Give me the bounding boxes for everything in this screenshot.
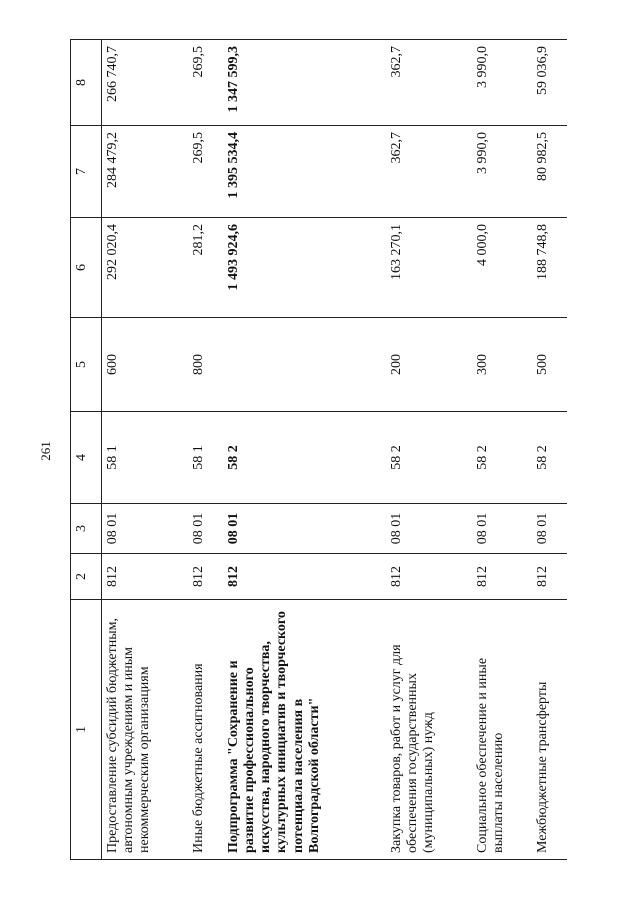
row-code-cell: 812 [532, 554, 567, 600]
row-amount-cell-6: 1 493 924,6 [223, 218, 385, 318]
row-section-cell: 08 01 [386, 504, 472, 554]
header-col-3: 3 [71, 504, 102, 554]
row-amount-cell-7: 284 479,2 [102, 126, 189, 218]
header-col-1: 1 [71, 600, 102, 860]
header-col-8: 8 [71, 40, 102, 126]
row-type-cell [223, 318, 385, 412]
table-header-row [71, 40, 102, 860]
row-target-cell: 58 1 [102, 412, 189, 504]
row-type-cell: 800 [188, 318, 223, 412]
row-section-cell: 08 01 [102, 504, 189, 554]
header-col-7: 7 [71, 126, 102, 218]
page-number: 261 [38, 441, 53, 461]
row-amount-cell-6: 188 748,8 [532, 218, 567, 318]
table-row [386, 40, 472, 860]
row-amount-cell-6: 4 000,0 [472, 218, 532, 318]
row-code-cell: 812 [188, 554, 223, 600]
row-code-cell: 812 [223, 554, 385, 600]
row-amount-cell-7: 80 982,5 [532, 126, 567, 218]
row-target-cell: 58 1 [188, 412, 223, 504]
row-type-cell: 500 [532, 318, 567, 412]
table-row [532, 40, 567, 860]
table-body [102, 40, 568, 860]
row-type-cell: 200 [386, 318, 472, 412]
row-amount-cell-8: 362,7 [386, 40, 472, 126]
row-name-cell: Предоставление субсидий бюджетным, автономным учреждениям и иным некоммерческим организациям [102, 600, 189, 860]
row-amount-cell-7: 3 990,0 [472, 126, 532, 218]
row-amount-cell-6: 281,2 [188, 218, 223, 318]
header-col-4: 4 [71, 412, 102, 504]
row-amount-cell-8: 3 990,0 [472, 40, 532, 126]
header-col-6: 6 [71, 218, 102, 318]
header-col-5: 5 [71, 318, 102, 412]
row-section-cell: 08 01 [223, 504, 385, 554]
row-target-cell: 58 2 [386, 412, 472, 504]
rotated-page-content [70, 40, 567, 860]
row-name-cell: Закупка товаров, работ и услуг для обеспечения государственных (муниципальных) нужд [386, 600, 472, 860]
row-amount-cell-7: 1 395 534,4 [223, 126, 385, 218]
row-amount-cell-6: 292 020,4 [102, 218, 189, 318]
row-name-cell: Межбюджетные трансферты [532, 600, 567, 860]
table-row [472, 40, 532, 860]
table-row [188, 40, 223, 860]
row-amount-cell-6: 163 270,1 [386, 218, 472, 318]
row-section-cell: 08 01 [532, 504, 567, 554]
row-name-cell: Иные бюджетные ассигнования [188, 600, 223, 860]
row-code-cell: 812 [102, 554, 189, 600]
table-row [223, 40, 385, 860]
row-code-cell: 812 [386, 554, 472, 600]
header-col-2: 2 [71, 554, 102, 600]
row-target-cell: 58 2 [472, 412, 532, 504]
row-amount-cell-7: 362,7 [386, 126, 472, 218]
row-amount-cell-8: 269,5 [188, 40, 223, 126]
row-target-cell: 58 2 [223, 412, 385, 504]
row-target-cell: 58 2 [532, 412, 567, 504]
row-section-cell: 08 01 [472, 504, 532, 554]
row-code-cell: 812 [472, 554, 532, 600]
row-type-cell: 600 [102, 318, 189, 412]
row-amount-cell-8: 1 347 599,3 [223, 40, 385, 126]
budget-table [70, 39, 567, 860]
row-amount-cell-8: 59 036,9 [532, 40, 567, 126]
row-section-cell: 08 01 [188, 504, 223, 554]
table-row [102, 40, 189, 860]
row-type-cell: 300 [472, 318, 532, 412]
row-amount-cell-7: 269,5 [188, 126, 223, 218]
row-name-cell: Подпрограмма "Сохранение и развитие профессионального искусства, народного творчества, культурных инициатив и творческого потенциала населения в Волгоградской области" [223, 600, 385, 860]
row-name-cell: Социальное обеспечение и иные выплаты населению [472, 600, 532, 860]
row-amount-cell-8: 266 740,7 [102, 40, 189, 126]
